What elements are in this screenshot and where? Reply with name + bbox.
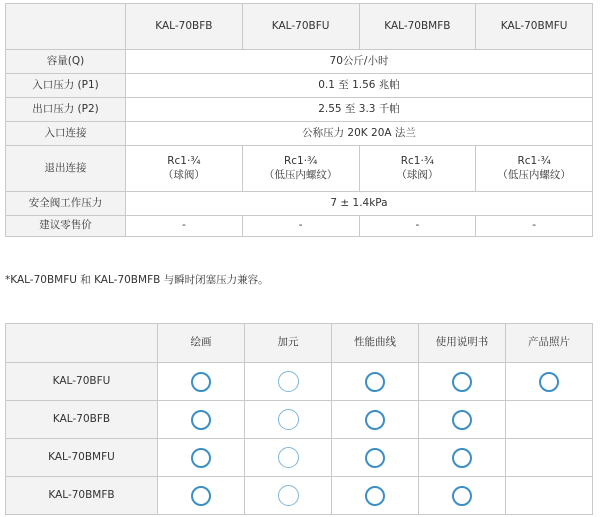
column-header-drawing: 绘画 — [158, 324, 245, 363]
model-header: KAL-70BFB — [126, 4, 243, 50]
outlet-connection-cell: Rc1·¾ （低压内螺纹） — [242, 146, 359, 192]
circle-icon[interactable] — [191, 372, 211, 392]
downloads-row — [6, 401, 593, 439]
download-cell — [506, 439, 593, 477]
download-cell[interactable] — [158, 363, 245, 401]
circle-icon[interactable] — [452, 486, 472, 506]
circle-icon[interactable] — [365, 372, 385, 392]
inlet-pressure-value: 0.1 至 1.56 兆帕 — [126, 74, 593, 98]
spec-header-row — [6, 4, 593, 50]
download-cell[interactable] — [419, 439, 506, 477]
download-cell[interactable] — [245, 363, 332, 401]
downloads-corner-cell — [6, 324, 158, 363]
column-header-performance-curve: 性能曲线 — [332, 324, 419, 363]
download-cell — [506, 477, 593, 515]
circle-icon[interactable] — [452, 410, 472, 430]
relief-valve-value: 7 ± 1.4kPa — [126, 192, 593, 216]
model-label: KAL-70BMFB — [6, 477, 158, 515]
circle-icon[interactable] — [191, 486, 211, 506]
outlet-connection-cell: Rc1·¾ （低压内螺纹） — [476, 146, 593, 192]
capacity-value: 70公斤/小时 — [126, 50, 593, 74]
outlet-connection-cell: Rc1·¾ （球阀） — [126, 146, 243, 192]
downloads-row — [6, 439, 593, 477]
downloads-table — [5, 323, 593, 515]
download-cell[interactable] — [419, 401, 506, 439]
download-cell[interactable] — [158, 401, 245, 439]
price-value: - — [242, 216, 359, 237]
column-header-cad: 加元 — [245, 324, 332, 363]
row-label: 建议零售价 — [6, 216, 126, 237]
inlet-pressure-row — [6, 74, 593, 98]
download-cell[interactable] — [332, 363, 419, 401]
column-header-manual: 使用说明书 — [419, 324, 506, 363]
compatibility-note: *KAL-70BMFU 和 KAL-70BMFB 与瞬时闭塞压力兼容。 — [5, 274, 269, 286]
price-value: - — [476, 216, 593, 237]
inlet-connection-row — [6, 122, 593, 146]
download-cell[interactable] — [245, 477, 332, 515]
circle-icon[interactable] — [191, 448, 211, 468]
download-cell[interactable] — [245, 401, 332, 439]
capacity-row — [6, 50, 593, 74]
row-label: 出口压力 (P2) — [6, 98, 126, 122]
download-cell[interactable] — [419, 477, 506, 515]
row-label: 安全阀工作压力 — [6, 192, 126, 216]
download-cell[interactable] — [158, 477, 245, 515]
circle-icon[interactable] — [278, 485, 299, 506]
row-label: 退出连接 — [6, 146, 126, 192]
circle-icon[interactable] — [278, 447, 299, 468]
row-label: 入口连接 — [6, 122, 126, 146]
price-value: - — [359, 216, 476, 237]
downloads-body — [6, 363, 593, 515]
model-label: KAL-70BFB — [6, 401, 158, 439]
download-cell[interactable] — [332, 477, 419, 515]
circle-icon[interactable] — [539, 372, 559, 392]
downloads-row — [6, 363, 593, 401]
model-header: KAL-70BFU — [242, 4, 359, 50]
download-cell[interactable] — [332, 439, 419, 477]
model-header: KAL-70BMFB — [359, 4, 476, 50]
circle-icon[interactable] — [452, 448, 472, 468]
downloads-row — [6, 477, 593, 515]
outlet-pressure-row — [6, 98, 593, 122]
spec-corner-cell — [6, 4, 126, 50]
circle-icon[interactable] — [452, 372, 472, 392]
downloads-header-row — [6, 324, 593, 363]
circle-icon[interactable] — [365, 486, 385, 506]
row-label: 容量(Q) — [6, 50, 126, 74]
circle-icon[interactable] — [191, 410, 211, 430]
download-cell[interactable] — [245, 439, 332, 477]
download-cell — [506, 401, 593, 439]
outlet-pressure-value: 2.55 至 3.3 千帕 — [126, 98, 593, 122]
price-value: - — [126, 216, 243, 237]
price-row — [6, 216, 593, 237]
download-cell[interactable] — [332, 401, 419, 439]
column-header-product-photo: 产品照片 — [506, 324, 593, 363]
download-cell[interactable] — [419, 363, 506, 401]
model-label: KAL-70BMFU — [6, 439, 158, 477]
circle-icon[interactable] — [365, 410, 385, 430]
spec-table — [5, 3, 593, 237]
outlet-connection-cell: Rc1·¾ （球阀） — [359, 146, 476, 192]
model-label: KAL-70BFU — [6, 363, 158, 401]
outlet-connection-row — [6, 146, 593, 192]
download-cell[interactable] — [506, 363, 593, 401]
row-label: 入口压力 (P1) — [6, 74, 126, 98]
circle-icon[interactable] — [278, 371, 299, 392]
inlet-connection-value: 公称压力 20K 20A 法兰 — [126, 122, 593, 146]
circle-icon[interactable] — [365, 448, 385, 468]
download-cell[interactable] — [158, 439, 245, 477]
model-header: KAL-70BMFU — [476, 4, 593, 50]
relief-valve-row — [6, 192, 593, 216]
circle-icon[interactable] — [278, 409, 299, 430]
